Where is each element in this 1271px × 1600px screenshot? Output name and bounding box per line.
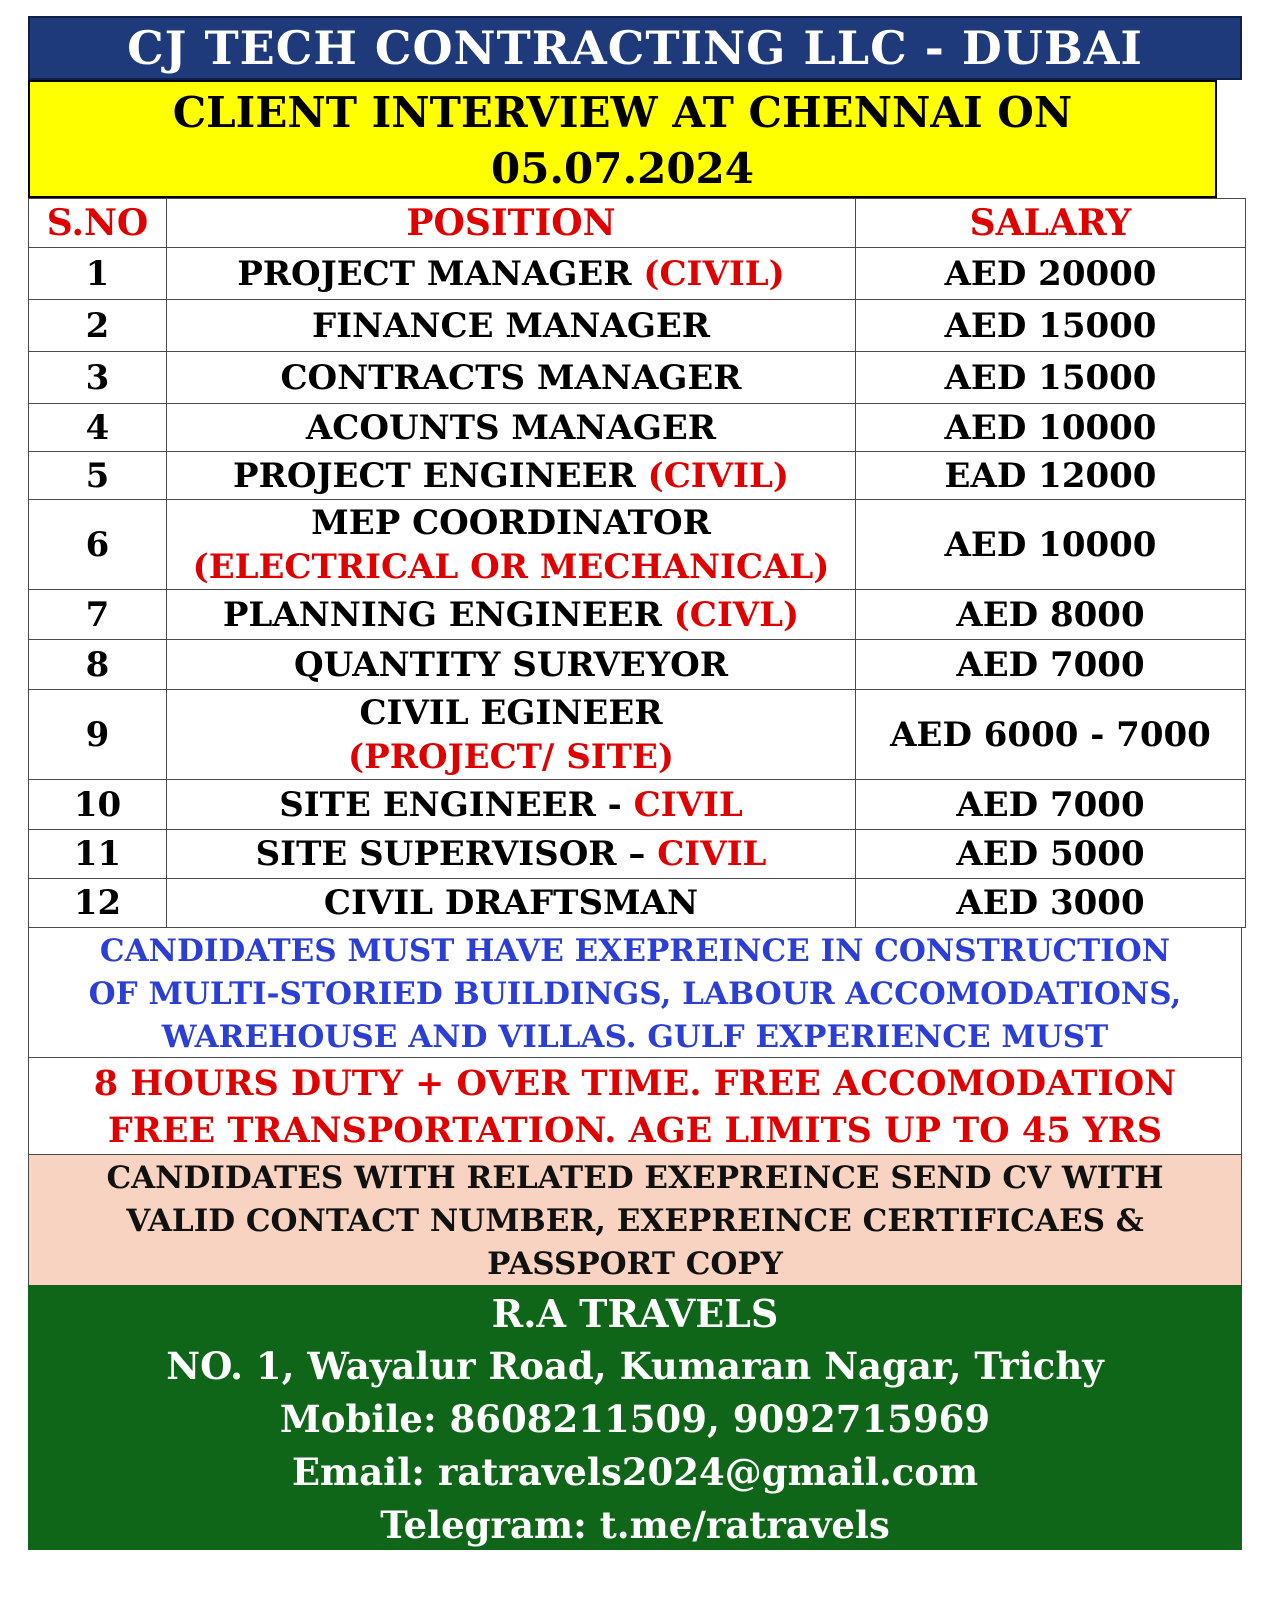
row-salary: AED 15000 xyxy=(856,300,1246,352)
position-title: SITE SUPERVISOR – xyxy=(255,834,658,874)
table-row xyxy=(29,500,1246,590)
position-title: PROJECT ENGINEER xyxy=(233,455,648,496)
row-salary: AED 5000 xyxy=(856,830,1246,879)
note-line: 8 HOURS DUTY + OVER TIME. FREE ACCOMODATION xyxy=(93,1063,1177,1104)
table-row xyxy=(29,690,1246,780)
row-salary: AED 8000 xyxy=(856,590,1246,640)
row-sno: 5 xyxy=(29,452,167,500)
note-line: VALID CONTACT NUMBER, EXEPREINCE CERTIFICAES & xyxy=(126,1203,1144,1239)
position-discipline: (PROJECT/ SITE) xyxy=(348,736,674,777)
row-position: FINANCE MANAGER xyxy=(167,300,856,352)
note-line: OF MULTI-STORIED BUILDINGS, LABOUR ACCOMODATIONS, xyxy=(88,976,1182,1012)
row-position xyxy=(167,830,856,879)
note-line: FREE TRANSPORTATION. AGE LIMITS UP TO 45 YRS xyxy=(107,1110,1163,1151)
row-sno: 6 xyxy=(29,500,167,590)
agency-contact-footer xyxy=(28,1285,1242,1550)
position-discipline: CIVIL xyxy=(657,834,767,874)
row-sno: 2 xyxy=(29,300,167,352)
table-header-row xyxy=(29,199,1246,248)
row-salary: AED 3000 xyxy=(856,879,1246,928)
position-discipline: (CIVIL) xyxy=(647,455,789,496)
row-salary: AED 6000 - 7000 xyxy=(856,690,1246,780)
position-discipline: (CIVIL) xyxy=(643,253,785,294)
note-line: PASSPORT COPY xyxy=(487,1246,783,1282)
row-sno: 1 xyxy=(29,248,167,300)
row-salary: AED 20000 xyxy=(856,248,1246,300)
table-row xyxy=(29,248,1246,300)
table-row xyxy=(29,404,1246,452)
row-position xyxy=(167,248,856,300)
row-position xyxy=(167,590,856,640)
column-header-salary: SALARY xyxy=(856,199,1246,248)
row-position: CONTRACTS MANAGER xyxy=(167,352,856,404)
table-row xyxy=(29,300,1246,352)
row-salary: AED 10000 xyxy=(856,500,1246,590)
position-title: CIVIL EGINEER xyxy=(359,692,663,733)
poster xyxy=(28,16,1242,1550)
agency-email[interactable]: Email: ratravels2024@gmail.com xyxy=(291,1450,979,1494)
row-position: CIVIL DRAFTSMAN xyxy=(167,879,856,928)
interview-banner xyxy=(28,80,1217,198)
positions-table xyxy=(28,198,1246,928)
position-title: PLANNING ENGINEER xyxy=(222,594,674,635)
agency-mobile: Mobile: 8608211509, 9092715969 xyxy=(279,1397,991,1441)
column-header-position: POSITION xyxy=(167,199,856,248)
row-position xyxy=(167,780,856,830)
table-row xyxy=(29,780,1246,830)
table-row xyxy=(29,879,1246,928)
row-position xyxy=(167,690,856,780)
table-row xyxy=(29,640,1246,690)
row-position xyxy=(167,500,856,590)
row-position: QUANTITY SURVEYOR xyxy=(167,640,856,690)
row-position xyxy=(167,452,856,500)
table-row xyxy=(29,352,1246,404)
position-title: PROJECT MANAGER xyxy=(237,253,644,294)
row-sno: 7 xyxy=(29,590,167,640)
position-discipline: CIVIL xyxy=(633,784,743,825)
agency-name: R.A TRAVELS xyxy=(491,1291,779,1336)
company-title: CJ TECH CONTRACTING LLC - DUBAI xyxy=(28,16,1242,80)
benefits-note xyxy=(28,1058,1242,1155)
row-sno: 8 xyxy=(29,640,167,690)
interview-banner-line1: CLIENT INTERVIEW AT CHENNAI ON xyxy=(172,88,1073,137)
column-header-sno: S.NO xyxy=(29,199,167,248)
row-salary: AED 15000 xyxy=(856,352,1246,404)
row-sno: 4 xyxy=(29,404,167,452)
row-salary: AED 10000 xyxy=(856,404,1246,452)
application-instructions xyxy=(28,1155,1242,1285)
position-title: SITE ENGINEER - xyxy=(279,784,634,825)
note-line: CANDIDATES WITH RELATED EXEPREINCE SEND CV WITH xyxy=(106,1160,1164,1196)
table-row xyxy=(29,452,1246,500)
row-salary: EAD 12000 xyxy=(856,452,1246,500)
agency-telegram[interactable]: Telegram: t.me/ratravels xyxy=(380,1503,890,1547)
row-salary: AED 7000 xyxy=(856,640,1246,690)
note-line: CANDIDATES MUST HAVE EXEPREINCE IN CONSTRUCTION xyxy=(99,933,1171,969)
row-sno: 12 xyxy=(29,879,167,928)
position-title: MEP COORDINATOR xyxy=(311,502,711,543)
position-discipline: (CIVL) xyxy=(673,594,800,635)
table-row xyxy=(29,830,1246,879)
row-sno: 11 xyxy=(29,830,167,879)
row-salary: AED 7000 xyxy=(856,780,1246,830)
experience-requirement-note xyxy=(28,928,1242,1058)
interview-date: 05.07.2024 xyxy=(490,144,755,193)
row-position: ACOUNTS MANAGER xyxy=(167,404,856,452)
row-sno: 3 xyxy=(29,352,167,404)
position-discipline: (ELECTRICAL OR MECHANICAL) xyxy=(192,546,830,587)
table-row xyxy=(29,590,1246,640)
agency-address: NO. 1, Wayalur Road, Kumaran Nagar, Trichy xyxy=(166,1344,1104,1388)
row-sno: 10 xyxy=(29,780,167,830)
note-line: WAREHOUSE AND VILLAS. GULF EXPERIENCE MUST xyxy=(161,1019,1109,1055)
row-sno: 9 xyxy=(29,690,167,780)
